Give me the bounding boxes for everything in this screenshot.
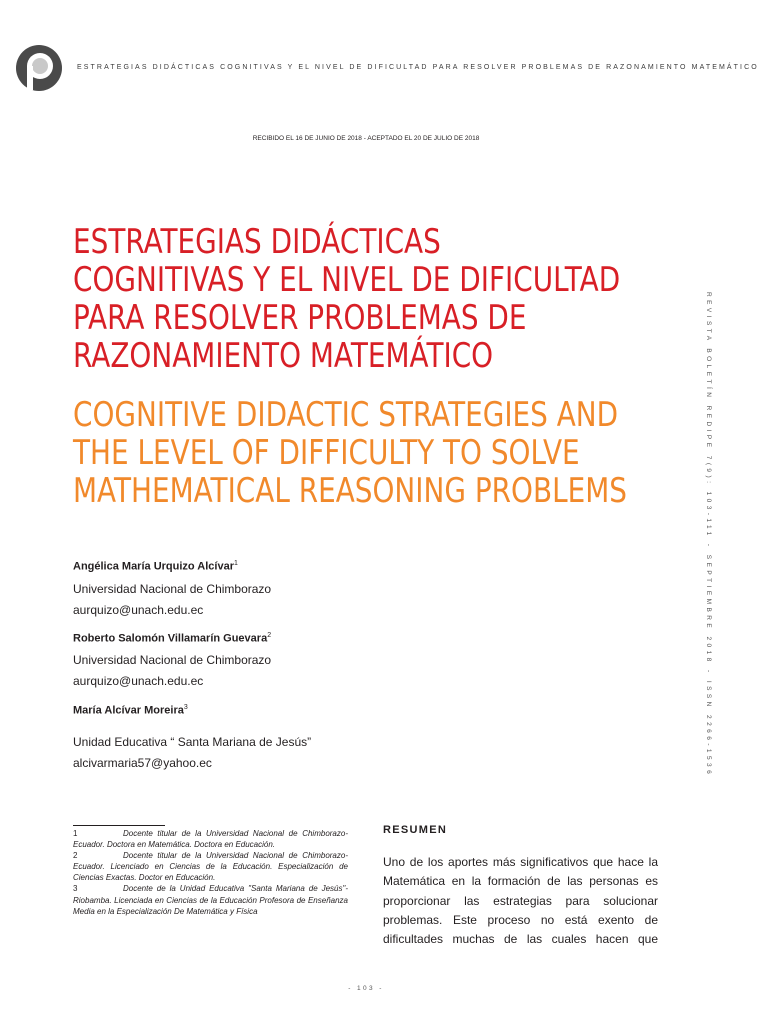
footnote-text: Docente de la Unidad Educativa "Santa Mariana de Jesús"-Riobamba. Licenciada en Ciencias de la Educación Profesora de Enseñanza Media en la Especialización De Matemática y Física [73, 884, 348, 916]
title-english [73, 395, 627, 511]
title-english-line: THE LEVEL OF DIFFICULTY TO SOLVE [73, 433, 580, 473]
footnote-number: 3 [73, 884, 78, 894]
title-spanish-line: PARA RESOLVER PROBLEMAS DE [73, 298, 527, 338]
footnote-text: Docente titular de la Universidad Nacional de Chimborazo- Ecuador. Doctora en Matemática. Doctora en Educación. [73, 829, 348, 850]
title-spanish-line: ESTRATEGIAS DIDÁCTICAS [73, 222, 441, 262]
author-affiliation: Universidad Nacional de Chimborazo [73, 653, 272, 667]
author-email: aurquizo@unach.edu.ec [73, 674, 204, 688]
footnote [73, 883, 348, 916]
journal-citation-vertical: REVISTA BOLETÍN REDIPE 7(9): 103-111 - SEPTIEMBRE 2018 - ISSN 2266-1536 [705, 292, 712, 778]
abstract-body: Uno de los aportes más significativos que hace la Matemática en la formación de las personas es proporcionar las estrategias para solucionar problemas. Este proceso no está exento de dificultades muchas de las cuales hacen que [383, 855, 658, 947]
author-name [73, 560, 238, 573]
author-name [73, 632, 271, 645]
running-head: ESTRATEGIAS DIDÁCTICAS COGNITIVAS Y EL NIVEL DE DIFICULTAD PARA RESOLVER PROBLEMAS DE RAZONAMIENTO MATEMÁTICO [77, 64, 759, 71]
author-name-text: María Alcívar Moreira [73, 704, 184, 717]
abstract-section [383, 824, 658, 949]
journal-logo-icon [15, 44, 63, 92]
footnote-text: Docente titular de la Universidad Nacional de Chimborazo-Ecuador. Licenciado en Ciencias de la Educación. Especialización de Ciencias Exactas. Doctor en Educación. [73, 851, 348, 883]
author-name [73, 704, 188, 717]
author-name-text: Angélica María Urquizo Alcívar [73, 560, 234, 573]
footnote-mark: 2 [267, 632, 272, 639]
title-spanish-line: COGNITIVAS Y EL NIVEL DE DIFICULTAD [73, 260, 621, 300]
footnote [73, 850, 348, 883]
author-affiliation: Unidad Educativa “ Santa Mariana de Jesús” [73, 735, 312, 749]
title-spanish-line: RAZONAMIENTO MATEMÁTICO [73, 336, 494, 376]
received-accepted-dates: RECIBIDO EL 16 DE JUNIO DE 2018 - ACEPTADO EL 20 DE JULIO DE 2018 [252, 135, 480, 142]
author-name-text: Roberto Salomón Villamarín Guevara [73, 632, 268, 645]
footnote-number: 1 [73, 829, 78, 838]
footnote-number: 2 [73, 851, 78, 861]
footnote-divider [73, 825, 165, 826]
author-email: aurquizo@unach.edu.ec [73, 603, 204, 617]
title-english-line: COGNITIVE DIDACTIC STRATEGIES AND [73, 395, 619, 435]
footnote [73, 828, 348, 850]
abstract-heading: RESUMEN [383, 824, 448, 836]
title-spanish [73, 222, 621, 376]
footnote-mark: 3 [183, 704, 188, 711]
title-english-line: MATHEMATICAL REASONING PROBLEMS [73, 471, 627, 511]
page-number: - 103 - [348, 985, 384, 992]
footnotes [73, 828, 348, 917]
author-email: alcivarmaria57@yahoo.ec [73, 756, 212, 770]
footnote-mark: 1 [233, 560, 238, 567]
author-affiliation: Universidad Nacional de Chimborazo [73, 582, 272, 596]
